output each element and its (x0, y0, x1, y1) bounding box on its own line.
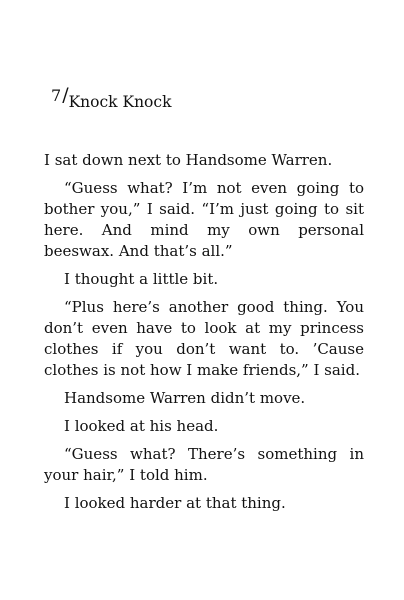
chapter-number: 7 (51, 86, 62, 105)
chapter-title: Knock Knock (68, 93, 172, 111)
chapter-heading (51, 84, 172, 111)
paragraph: I looked at his head. (64, 417, 219, 435)
paragraph: Handsome Warren didn’t move. (64, 389, 306, 407)
chapter-slash: / (62, 84, 69, 106)
paragraph: “Guess what? There’s something in your hair,” I told him. (44, 445, 364, 484)
paragraph: I looked harder at that thing. (64, 494, 286, 512)
paragraph: “Guess what? I’m not even going to bother you,” I said. “I’m just going to sit here. And mind my own personal beeswax. And that’s all.” (44, 179, 364, 260)
paragraph: I sat down next to Handsome Warren. (44, 151, 333, 169)
paragraph: “Plus here’s another good thing. You don’t even have to look at my princess clothes if you don’t want to. ’Cause clothes is not how I make friends,” I said. (44, 298, 364, 379)
paragraph: I thought a little bit. (64, 270, 219, 288)
body-text (44, 150, 364, 521)
